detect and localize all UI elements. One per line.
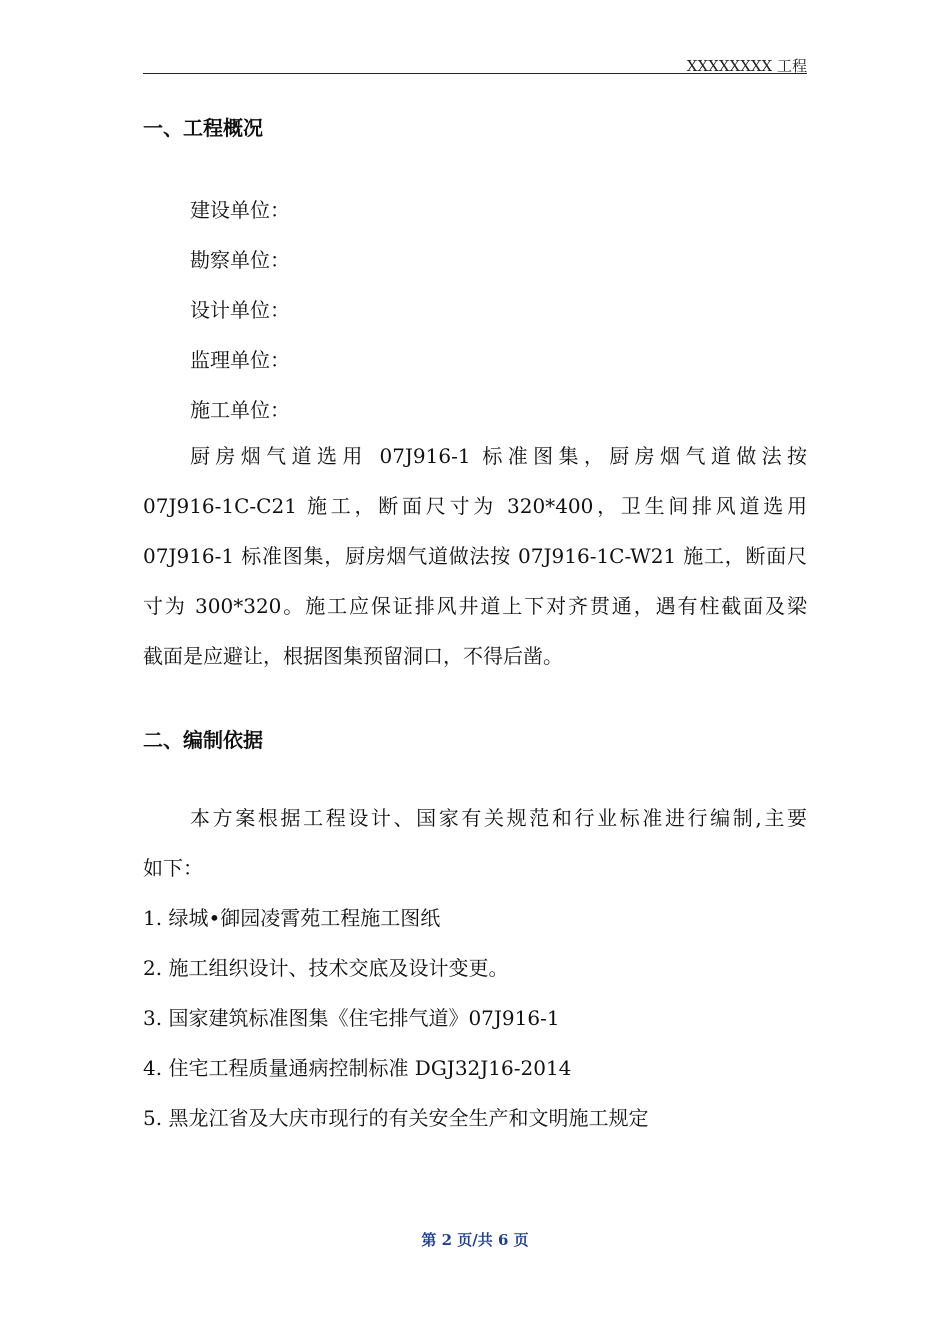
paragraph-line: 截面是应避让，根据图集预留洞口，不得后凿。 [143,644,563,668]
paragraph-line: 寸为 300*320。施工应保证排风井道上下对齐贯通，遇有柱截面及梁 [143,594,807,618]
field-design-unit: 设计单位： [190,298,290,322]
list-item: 4. 住宅工程质量通病控制标准 DGJ32J16-2014 [143,1056,572,1080]
header-title: XXXXXXXX 工程 [686,57,807,75]
overview-paragraph [143,431,807,681]
field-survey-unit: 勘察单位： [190,248,290,272]
list-item: 3. 国家建筑标准图集《住宅排气道》07J916-1 [143,1006,560,1030]
section-heading-basis: 二、编制依据 [143,728,263,752]
list-item: 2. 施工组织设计、技术交底及设计变更。 [143,956,509,980]
field-contractor-unit: 施工单位： [190,398,290,422]
basis-list [143,893,648,1143]
paragraph-line: 07J916-1 标准图集，厨房烟气道做法按 07J916-1C-W21 施工，断面尺 [143,544,807,568]
paragraph-line: 07J916-1C-C21 施工，断面尺寸为 320*400，卫生间排风道选用 [143,494,807,518]
list-item: 1. 绿城•御园凌霄苑工程施工图纸 [143,906,441,930]
paragraph-line: 本方案根据工程设计、国家有关规范和行业标准进行编制,主要 [190,806,807,830]
section-heading-overview: 一、工程概况 [143,116,263,140]
list-item: 5. 黑龙江省及大庆市现行的有关安全生产和文明施工规定 [143,1106,649,1130]
paragraph-line: 厨房烟气道选用 07J916-1 标准图集，厨房烟气道做法按 [190,444,807,468]
header-rule [143,73,807,74]
paragraph-line: 如下： [143,856,203,880]
field-construction-unit: 建设单位： [190,198,290,222]
page-number: 第 2 页/共 6 页 [421,1231,529,1249]
field-supervision-unit: 监理单位： [190,348,290,372]
basis-intro-paragraph [143,793,807,893]
